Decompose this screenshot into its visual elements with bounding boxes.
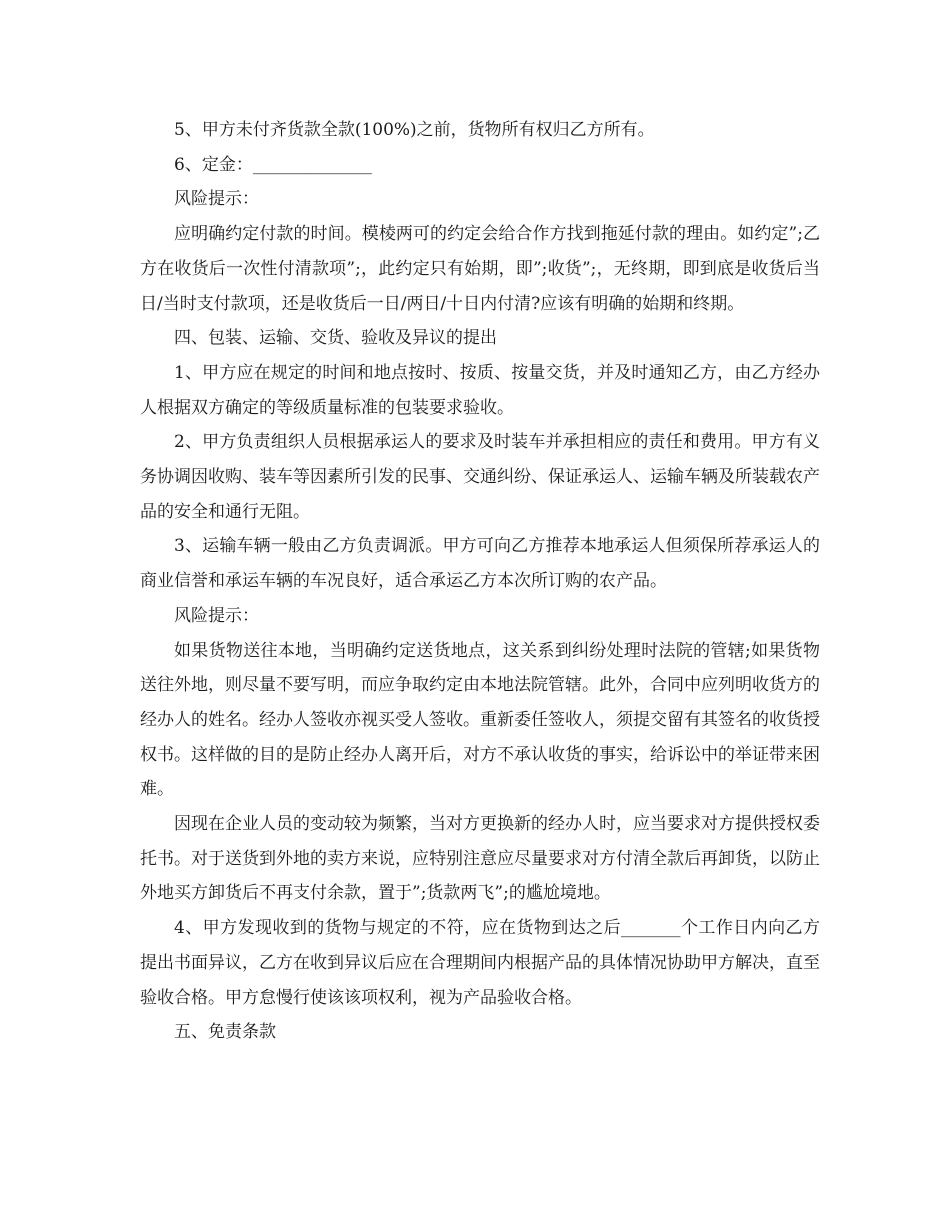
clause-5-ownership: 5、甲方未付齐货款全款(100%)之前，货物所有权归乙方所有。 bbox=[174, 120, 655, 140]
document-body bbox=[140, 113, 820, 1050]
clause-4-3-transport: 3、运输车辆一般由乙方负责调派。甲方可向乙方推荐本地承运人但须保所荐承运人的商业信誉和承运车辆的车况良好，适合承运乙方本次所订购的农产品。 bbox=[140, 536, 820, 592]
clause-4-1-delivery: 1、甲方应在规定的时间和地点按时、按质、按量交货，并及时通知乙方，由乙方经办人根据双方确定的等级质量标准的包装要求验收。 bbox=[140, 362, 820, 418]
section-4-heading: 四、包装、运输、交货、验收及异议的提出 bbox=[174, 328, 497, 349]
clause-4-2-loading: 2、甲方负责组织人员根据承运人的要求及时装车并承担相应的责任和费用。甲方有义务协调因收购、装车等因素所引发的民事、交通纠纷、保证承运人、运输车辆及所装载农产品的安全和通行无阻。 bbox=[140, 432, 820, 522]
risk-tip-heading-2: 风险提示： bbox=[174, 605, 259, 626]
risk-tip-heading: 风险提示： bbox=[174, 189, 259, 210]
risk-tip-delivery-location: 如果货物送往本地，当明确约定送货地点，这关系到纠纷处理时法院的管辖;如果货物送往外地，则尽量不要写明，而应争取约定由本地法院管辖。此外，合同中应列明收货方的经办人的姓名。经办人签收亦视买受人签收。重新委任签收人，须提交留有其签名的收货授权书。这样做的目的是防止经办人离开后，对方不承认收货的事实，给诉讼中的举证带来困难。 bbox=[140, 640, 820, 800]
section-5-heading: 五、免责条款 bbox=[174, 1022, 276, 1043]
risk-tip-payment: 应明确约定付款的时间。模棱两可的约定会给合作方找到拖延付款的理由。如约定”;乙方在收货后一次性付清款项”;，此约定只有始期，即”;收货”;，无终期，即到底是收货后当日/当时支付款项，还是收货后一日/两日/十日内付清?应该有明确的始期和终期。 bbox=[140, 224, 820, 314]
clause-4-4-objection: 4、甲方发现收到的货物与规定的不符，应在货物到达之后_______个工作日内向乙方提出书面异议，乙方在收到异议后应在合理期间内根据产品的具体情况协助甲方解决，直至验收合格。甲方怠慢行使该该项权利，视为产品验收合格。 bbox=[140, 918, 820, 1008]
clause-6-deposit: 6、定金：______________ bbox=[174, 154, 372, 175]
risk-tip-authorization: 因现在企业人员的变动较为频繁，当对方更换新的经办人时，应当要求对方提供授权委托书。对于送货到外地的卖方来说，应特别注意应尽量要求对方付清全款后再卸货，以防止外地买方卸货后不再支付余款，置于”;货款两飞”;的尴尬境地。 bbox=[140, 814, 820, 904]
